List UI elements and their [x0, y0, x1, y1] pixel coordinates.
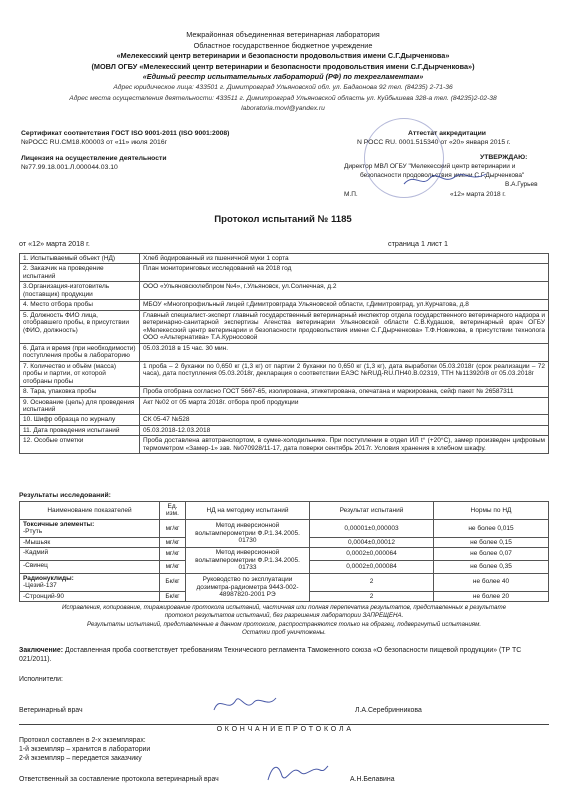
method-cell: Руководство по эксплуатации дозиметра-радиометра 9443-002-48987820-2001 РЭ	[186, 573, 310, 601]
table-row	[20, 387, 549, 397]
info-value: Проба доставлена автотранспортом, в сумке-холодильнике. При поступлении в отдел ИЛ t° (+20°С), замер произведен цифровым термометром «Замер-1» зав. №070928/11-17, дата поверки сентябрь 2017г. Условия хранения в хлебном шкафу.	[140, 436, 549, 454]
unit-cell: мг/кг	[160, 537, 186, 547]
protocol-title: Протокол испытаний № 1185	[214, 214, 352, 225]
table-row	[20, 310, 549, 343]
header-line-4: (МОВЛ ОГБУ «Мелекесский центр ветеринарии и безопасности продовольствия имени С.Г.Дырченкова»)	[91, 61, 475, 71]
accreditation-line-2: N РОСС RU. 0001.515340 от «20» января 2015 г.	[357, 139, 511, 146]
approve-line-1: Директор МВЛ ОГБУ "Мелекесский центр ветеринарии и	[344, 163, 516, 170]
address-actual: Адрес места осуществления деятельности: 433511 г. Димитровград Ульяновской область ул. Куйбышева 328-а тел. (84235)2-02-38	[69, 94, 497, 102]
table-row	[20, 264, 549, 282]
table-row	[20, 519, 549, 537]
approve-date: «12» марта 2018 г.	[450, 191, 506, 198]
info-value: План мониторинговых исследований на 2018 год	[140, 264, 549, 282]
norm-cell: не более 40	[434, 573, 549, 591]
info-label: 2. Заказчик на проведение испытаний	[20, 264, 140, 282]
table-row	[20, 436, 549, 454]
protocol-page: страница 1 лист 1	[388, 239, 449, 248]
info-value: 05.03.2018 в 15 час. 30 мин.	[140, 343, 549, 361]
info-label: 10. Шифр образца по журналу	[20, 415, 140, 425]
certificate-line-2: №РОСС RU.СМ18.К00003 от «11» июля 2016г	[21, 139, 168, 146]
executors-label: Исполнители:	[19, 676, 63, 683]
header	[0, 30, 566, 115]
approve-line-2: безопасности продовольствия имени С.Г.Дырченкова"	[360, 172, 525, 179]
responsible-signature	[262, 760, 332, 784]
header-line-1: Межрайонная объединенная ветеринарная лаборатория	[186, 30, 380, 39]
unit-cell: Бк/кг	[160, 573, 186, 591]
norm-cell: не более 20	[434, 591, 549, 601]
info-table	[19, 253, 549, 454]
copy-2: 2-й экземпляр – передается заказчику	[19, 755, 142, 763]
indicator-name: -Цезий-137	[23, 582, 57, 590]
email: laboratoria.movl@yandex.ru	[241, 105, 325, 113]
info-value: СК 05-47 №528	[140, 415, 549, 425]
method-cell: Метод инверсионной вольтамперометрии Ф.Р.1.34.2005. 01733	[186, 548, 310, 573]
table-row	[20, 573, 549, 591]
indicator-name: -Ртуть	[23, 528, 43, 536]
copy-1: 1-й экземпляр – хранится в лаборатории	[19, 746, 151, 754]
results-heading: Результаты исследований:	[19, 492, 111, 499]
table-row	[20, 361, 549, 386]
responsible-label: Ответственный за составление протокола ветеринарный врач	[19, 776, 219, 783]
responsible-name: А.Н.Белавина	[350, 776, 395, 783]
info-label: 6. Дата и время (при необходимости) поступления пробы в лабораторию	[20, 343, 140, 361]
table-row	[20, 254, 549, 264]
license-line-2: №77.99.18.001.Л.000044.03.10	[21, 164, 118, 171]
note-3: Результаты испытаний, представленные в данном протоколе, распространяются только на образец, подвергнутый испытаниям.	[86, 620, 482, 628]
note-2: протокол результатов испытаний, без разрешения лаборатории ЗАПРЕЩЕНА.	[164, 612, 404, 620]
norm-cell: не более 0,07	[434, 548, 549, 561]
protocol-end: О К О Н Ч А Н И Е П Р О Т О К О Л А	[19, 724, 549, 734]
result-cell: 2	[310, 591, 434, 601]
table-row	[20, 548, 549, 561]
table-row	[20, 397, 549, 415]
table-row	[20, 300, 549, 310]
info-label: 11. Дата проведения испытаний	[20, 425, 140, 435]
col-unit: Ед. изм.	[160, 502, 186, 520]
copies	[19, 736, 150, 764]
info-label: 9. Основание (цель) для проведения испытаний	[20, 397, 140, 415]
vet-name: Л.А.Серебринникова	[355, 707, 422, 714]
result-cell: 0,00001±0,000003	[310, 519, 434, 537]
results-table	[19, 501, 549, 602]
info-label: 12. Особые отметки	[20, 436, 140, 454]
col-result: Результат испытаний	[310, 502, 434, 520]
col-norm: Нормы по НД	[434, 502, 549, 520]
info-label: 3.Организация-изготовитель (поставщик) продукции	[20, 282, 140, 300]
note-4: Остатки проб уничтожены.	[241, 629, 327, 637]
info-label: 7. Количество и объём (масса) пробы и партии, от которой отобраны пробы	[20, 361, 140, 386]
notes	[19, 604, 549, 638]
conclusion-text: Доставленная проба соответствует требованиям Технического регламента Таможенного союза «О безопасности пищевой продукции» (ТР ТС 021/2011).	[19, 647, 522, 664]
info-label: 8. Тара, упаковка пробы	[20, 387, 140, 397]
license-line-1: Лицензия на осуществление деятельности	[21, 155, 167, 162]
header-line-5: «Единый реестр испытательных лабораторий (РФ) по техрегламентам»	[142, 72, 424, 82]
group-radio: Радионуклиды:	[23, 574, 74, 582]
indicator-name: -Кадмий	[20, 548, 160, 561]
vet-label: Ветеринарный врач	[19, 707, 83, 714]
indicator-name: -Свинец	[20, 561, 160, 574]
indicator-name: -Мышьяк	[20, 537, 160, 547]
copies-title: Протокол составлен в 2-х экземплярах:	[19, 737, 146, 744]
table-row	[20, 343, 549, 361]
conclusion-label: Заключение:	[19, 647, 64, 654]
header-line-3: «Мелекесский центр ветеринарии и безопасности продовольствия имени С.Г.Дырченкова»	[116, 51, 450, 61]
method-cell: Метод инверсионной вольтамперометрии Ф.Р.1.34.2005. 01730	[186, 519, 310, 547]
result-cell: 2	[310, 573, 434, 591]
conclusion	[19, 646, 549, 665]
info-label: 1. Испытываемый объект (НД)	[20, 254, 140, 264]
info-value: Хлеб йодированный из пшеничной муки 1 сорта	[140, 254, 549, 264]
table-row	[20, 415, 549, 425]
approve-director-name: В.А.Гурьев	[505, 181, 538, 188]
table-row	[20, 425, 549, 435]
unit-cell: Бк/кг	[160, 591, 186, 601]
info-value: МБОУ «Многопрофильный лицей г.Димитровграда Ульяновской области, г.Димитровград, ул.Курчатова, д.8	[140, 300, 549, 310]
info-label: 5. Должность ФИО лица, отобравшего пробы, в присутствии (ФИО, должность)	[20, 310, 140, 343]
group-toxic: Токсичные элементы:	[23, 520, 95, 528]
norm-cell: не более 0,35	[434, 561, 549, 574]
note-1: Исправления, копирование, тиражирование протокола испытаний, частичная или полная перепечатка результатов, представленных в результате	[61, 604, 507, 611]
unit-cell: мг/кг	[160, 519, 186, 537]
approve-title: УТВЕРЖДАЮ:	[480, 154, 528, 161]
address-legal: Адрес юридическое лица: 433501 г. Димитровград Ульяновской обл. ул. Бадаонова 92 тел. (84235) 2-71-36	[113, 83, 453, 91]
director-signature	[400, 168, 490, 190]
protocol-date: от «12» марта 2018 г.	[19, 239, 90, 248]
certificate-line-1: Сертификат соответствия ГОСТ ISO 9001-2011 (ISO 9001:2008)	[21, 130, 230, 137]
indicator-name: -Стронций-90	[20, 591, 160, 601]
norm-cell: не более 0,15	[434, 537, 549, 547]
table-row	[20, 282, 549, 300]
info-value: Главный специалист-эксперт главный государственный ветеринарный инспектор отдела государственного ветеринарного надзора и ветеринарно-санитарной экспертизы Агенства ветеринарии Ульяновской области С.В.Кудашов, ветеринарный врач ОГБУ «Мелекесский центр ветеринарии и безопасности продовольствия имени С.Г.Дырченкова» Т.Ф.Новикова, в присутствии технолога ООО «Альтернатива» Т.А.Курносовой	[140, 310, 549, 343]
info-value: 05.03.2018-12.03.2018	[140, 425, 549, 435]
info-value: ООО «Ульяновскхлебпром №4», г.Ульяновск, ул.Солнечная, д.2	[140, 282, 549, 300]
unit-cell: мг/кг	[160, 548, 186, 561]
info-value: Проба отобрана согласно ГОСТ 5667-65, изолирована, этикетирована, опечатана и маркирована, сейф пакет № 26587311	[140, 387, 549, 397]
unit-cell: мг/кг	[160, 561, 186, 574]
info-value: 1 проба – 2 буханки по 0,650 кг (1,3 кг) от партии 2 буханки по 0,650 кг (1,3 кг), дата выработки 05.03.2018г (срок реализации – 72 часа), дата поступления 05.03.2018г, декларация о соответствии ЕАЭС №RUД-RU.ПН40.В.02319, ТТН №113920/8 от 05.03.2018г	[140, 361, 549, 386]
header-line-2: Областное государственное бюджетное учреждение	[193, 40, 373, 50]
approve-mp: М.П.	[344, 191, 358, 198]
result-cell: 0,0004±0,00012	[310, 537, 434, 547]
col-indicator: Наименование показателей	[20, 502, 160, 520]
result-cell: 0,0002±0,000084	[310, 561, 434, 574]
result-cell: 0,0002±0,000064	[310, 548, 434, 561]
info-value: Акт №02 от 05 марта 2018г. отбора проб продукции	[140, 397, 549, 415]
info-label: 4. Место отбора пробы	[20, 300, 140, 310]
vet-signature	[210, 692, 280, 716]
col-method: НД на методику испытаний	[186, 502, 310, 520]
accreditation-line-1: Аттестат аккредитации	[408, 130, 486, 137]
norm-cell: не более 0,015	[434, 519, 549, 537]
